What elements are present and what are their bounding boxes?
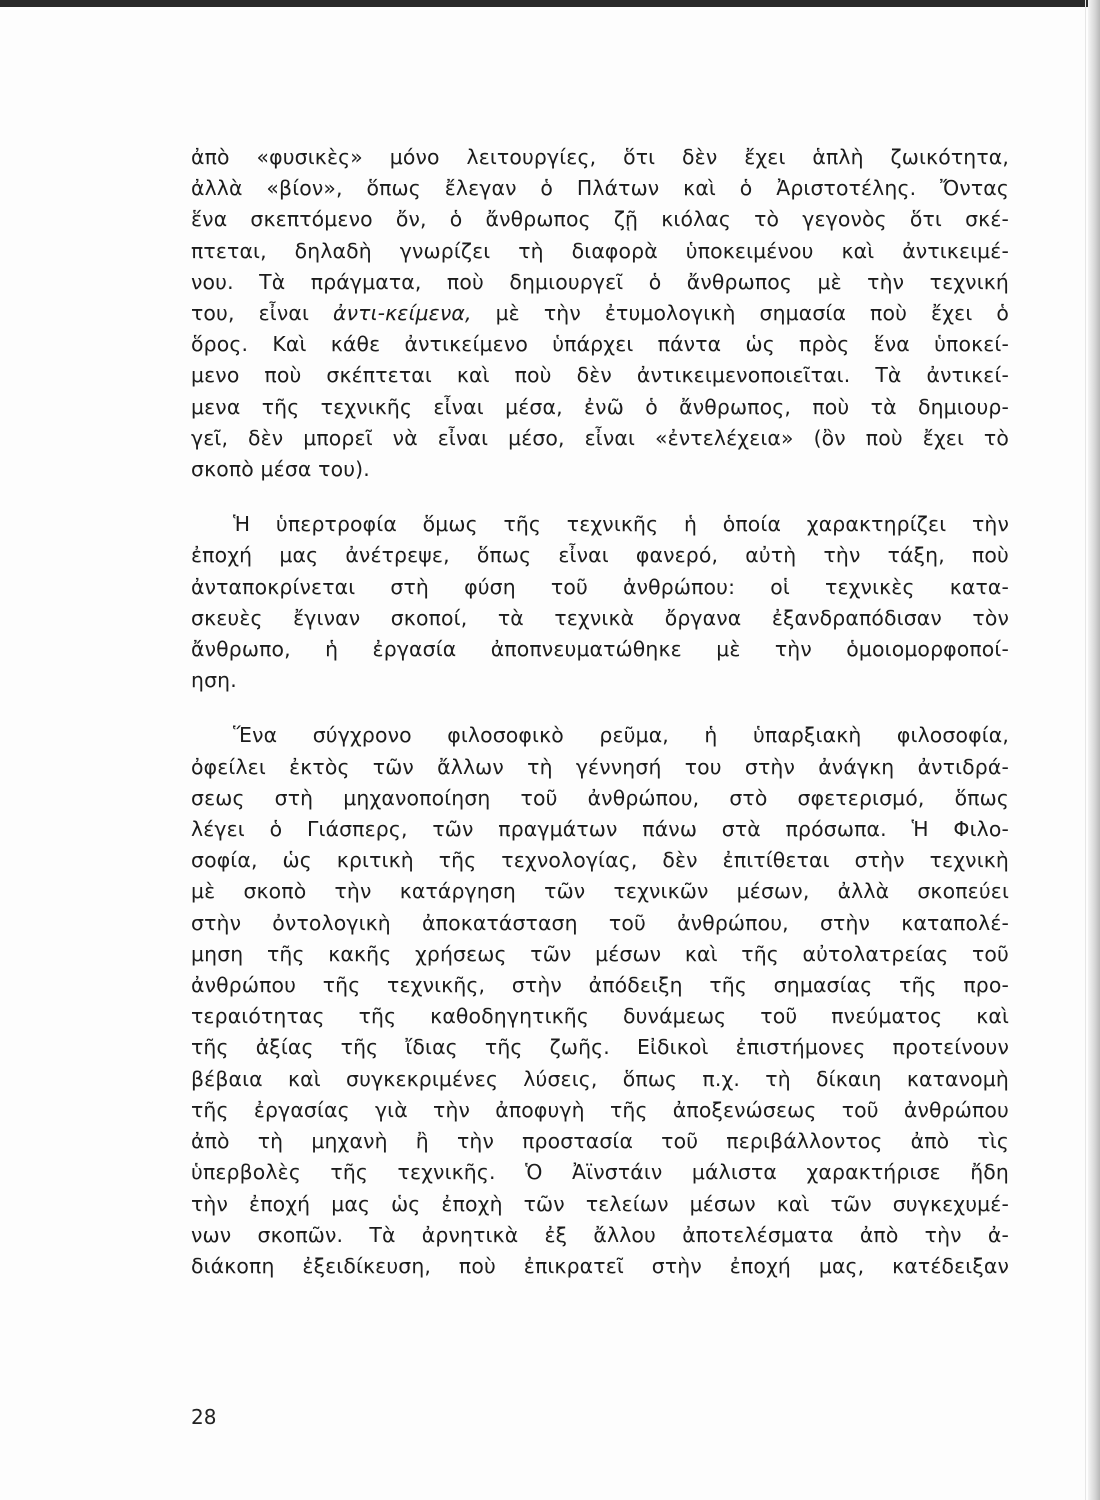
text-line: σοφία, ὡς κριτικὴ τῆς τεχνολογίας, δὲν ἐπιτίθεται στὴν τεχνικὴ — [191, 848, 1009, 873]
text-line: βέβαια καὶ συγκεκριμένες λύσεις, ὅπως π.χ. τὴ δίκαιη κατανομὴ — [191, 1066, 1009, 1091]
page-number: 28 — [191, 1405, 217, 1429]
scan-right-edge-line — [1085, 0, 1086, 1500]
text-line: νων σκοπῶν. Τὰ ἀρνητικὰ ἐξ ἄλλου ἀποτελέσματα ἀπὸ τὴν ἀ- — [191, 1222, 1009, 1247]
text-line: ἀλλὰ «βίον», ὅπως ἔλεγαν ὁ Πλάτων καὶ ὁ Ἀριστοτέλης. Ὄντας — [191, 176, 1009, 201]
text-line: σκοπὸ μέσα του). — [191, 457, 370, 482]
paragraph-gap — [191, 485, 1009, 509]
scan-top-edge — [0, 0, 1100, 7]
text-line-with-italic — [191, 298, 1009, 329]
text-segment: μὲ τὴν ἐτυμολογικὴ σημασία ποὺ ἔχει ὁ — [471, 301, 1009, 326]
text-line: γεῖ, δὲν μπορεῖ νὰ εἶναι μέσο, εἶναι «ἐντελέχεια» (ὂν ποὺ ἔχει τὸ — [191, 425, 1009, 450]
paragraph-gap — [191, 696, 1009, 720]
paragraph-3 — [191, 720, 1009, 1282]
text-line: διάκοπη ἐξειδίκευση, ποὺ ἐπικρατεῖ στὴν ἐποχή μας, κατέδειξαν — [191, 1253, 1009, 1278]
text-line: μὲ σκοπὸ τὴν κατάργηση τῶν τεχνικῶν μέσων, ἀλλὰ σκοπεύει — [191, 879, 1009, 904]
text-line: ἄνθρωπο, ἡ ἐργασία ἀποπνευματώθηκε μὲ τὴν ὁμοιομορφοποί- — [191, 637, 1009, 662]
text-line: πτεται, δηλαδὴ γνωρίζει τὴ διαφορὰ ὑποκειμένου καὶ ἀντικειμέ- — [191, 238, 1009, 263]
text-line: σεως στὴ μηχανοποίηση τοῦ ἀνθρώπου, στὸ σφετερισμό, ὅπως — [191, 785, 1009, 810]
text-line: ἐποχή μας ἀνέτρεψε, ὅπως εἶναι φανερό, αὐτὴ τὴν τάξη, ποὺ — [191, 543, 1009, 568]
text-line: Ἡ ὑπερτροφία ὅμως τῆς τεχνικῆς ἡ ὁποία χαρακτηρίζει τὴν — [233, 512, 1009, 537]
scan-right-edge — [1088, 0, 1100, 1500]
text-line: ὅρος. Καὶ κάθε ἀντικείμενο ὑπάρχει πάντα ὡς πρὸς ἕνα ὑποκεί- — [191, 332, 1009, 357]
text-line: ἀνθρώπου τῆς τεχνικῆς, στὴν ἀπόδειξη τῆς σημασίας τῆς προ- — [191, 973, 1009, 998]
text-line: ἀπὸ «φυσικὲς» μόνο λειτουργίες, ὅτι δὲν ἔχει ἁπλὴ ζωικότητα, — [191, 145, 1009, 169]
text-line: τεραιότητας τῆς καθοδηγητικῆς δυνάμεως τοῦ πνεύματος καὶ — [191, 1004, 1009, 1029]
text-line: στὴν ὀντολογικὴ ἀποκατάσταση τοῦ ἀνθρώπου, στὴν καταπολέ- — [191, 910, 1009, 935]
italic-term: ἀντι-κείμενα, — [333, 301, 472, 326]
text-segment: του, εἶναι — [191, 301, 334, 326]
text-line: ὀφείλει ἐκτὸς τῶν ἄλλων τὴ γέννησή του στὴν ἀνάγκη ἀντιδρά- — [191, 754, 1009, 779]
text-line: μενα τῆς τεχνικῆς εἶναι μέσα, ἐνῶ ὁ ἄνθρωπος, ποὺ τὰ δημιουρ- — [191, 394, 1009, 419]
text-line: τῆς ἐργασίας γιὰ τὴν ἀποφυγὴ τῆς ἀποξενώσεως τοῦ ἀνθρώπου — [191, 1097, 1009, 1122]
text-line: ἀνταποκρίνεται στὴ φύση τοῦ ἀνθρώπου: οἱ τεχνικὲς κατα- — [191, 574, 1009, 599]
paragraph-1 — [191, 142, 1009, 485]
text-line: τὴν ἐποχή μας ὡς ἐποχὴ τῶν τελείων μέσων καὶ τῶν συγκεχυμέ- — [191, 1191, 1009, 1216]
text-line: μενο ποὺ σκέπτεται καὶ ποὺ δὲν ἀντικειμενοποιεῖται. Τὰ ἀντικεί- — [191, 363, 1009, 388]
text-line: ηση. — [191, 668, 237, 693]
text-line: ἕνα σκεπτόμενο ὄν, ὁ ἄνθρωπος ζῇ κιόλας τὸ γεγονὸς ὅτι σκέ- — [191, 207, 1009, 232]
text-line: σκευὲς ἔγιναν σκοποί, τὰ τεχνικὰ ὄργανα ἐξανδραπόδισαν τὸν — [191, 605, 1009, 630]
text-line: Ἕνα σύγχρονο φιλοσοφικὸ ρεῦμα, ἡ ὑπαρξιακὴ φιλοσοφία, — [233, 723, 1009, 748]
text-line: λέγει ὁ Γιάσπερς, τῶν πραγμάτων πάνω στὰ πρόσωπα. Ἡ Φιλο- — [191, 817, 1009, 842]
text-line: ὑπερβολὲς τῆς τεχνικῆς. Ὁ Ἀϊνστάιν μάλιστα χαρακτήρισε ἤδη — [191, 1160, 1009, 1185]
paragraph-2 — [191, 509, 1009, 696]
text-line: νου. Τὰ πράγματα, ποὺ δημιουργεῖ ὁ ἄνθρωπος μὲ τὴν τεχνική — [191, 269, 1009, 294]
text-line: μηση τῆς κακῆς χρήσεως τῶν μέσων καὶ τῆς αὐτολατρείας τοῦ — [191, 941, 1009, 966]
body-text — [191, 142, 1009, 1282]
text-line: τῆς ἀξίας τῆς ἴδιας τῆς ζωῆς. Εἰδικοὶ ἐπιστήμονες προτείνουν — [191, 1035, 1009, 1060]
text-line: ἀπὸ τὴ μηχανὴ ἢ τὴν προστασία τοῦ περιβάλλοντος ἀπὸ τὶς — [191, 1129, 1009, 1154]
